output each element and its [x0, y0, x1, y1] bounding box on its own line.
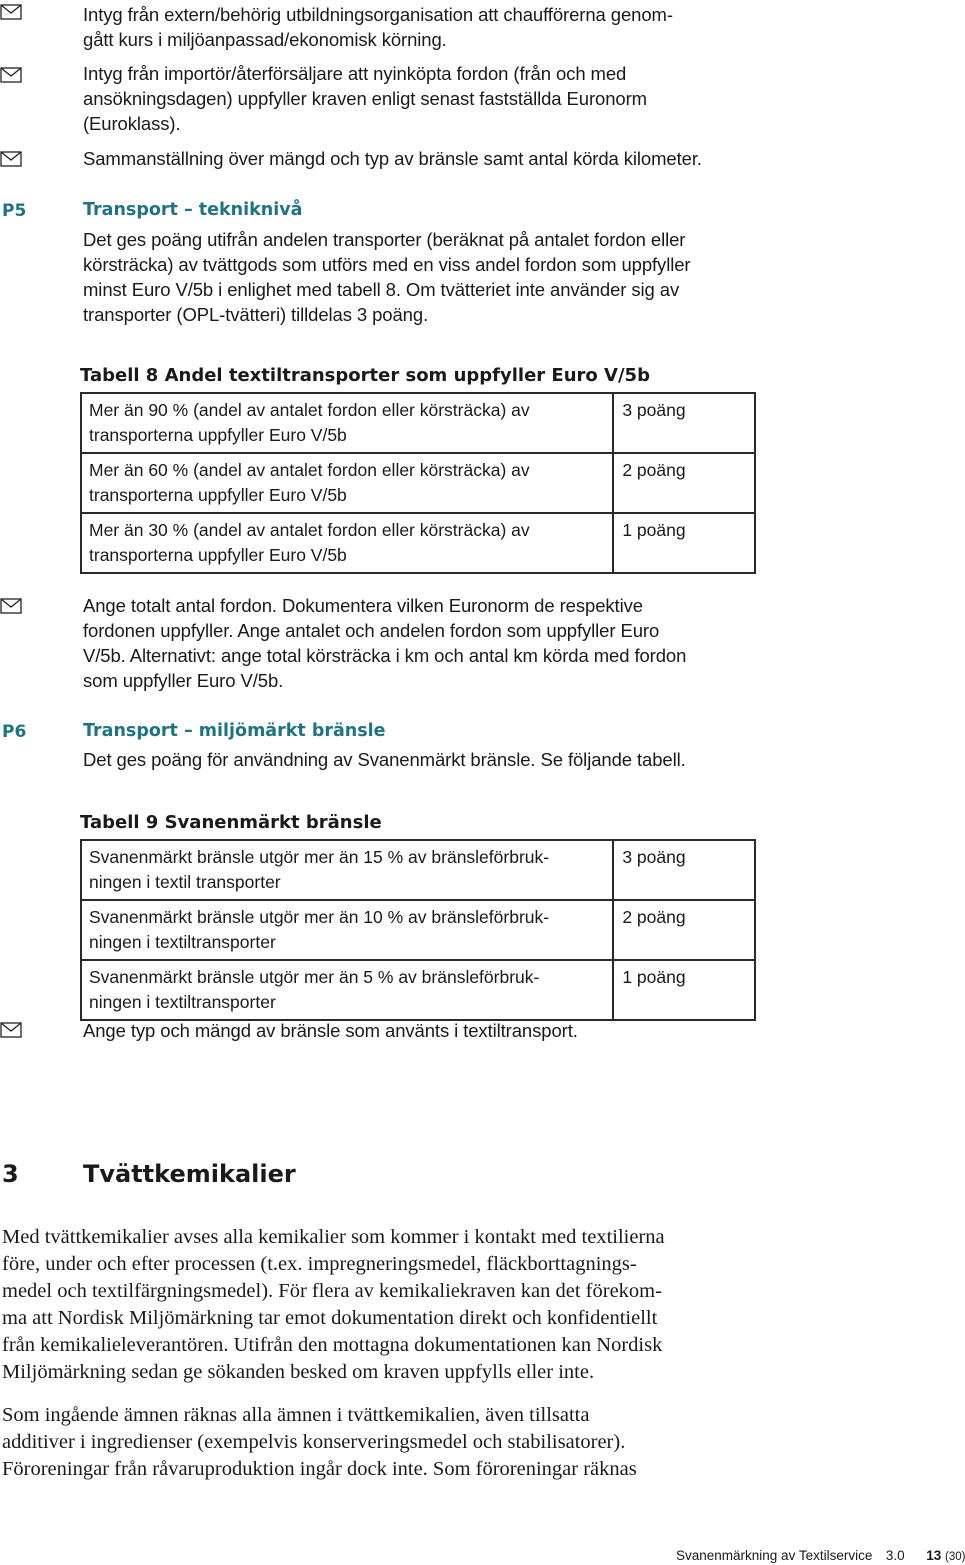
table-row [81, 453, 755, 513]
table-9-title: Tabell 9 Svanenmärkt bränsle [80, 812, 382, 833]
table-cell-criterion: Svanenmärkt bränsle utgör mer än 10 % av bränsleförbruk- ningen i textiltransporter [81, 900, 613, 960]
table-row [81, 393, 755, 453]
footer-doc-name: Svanenmärkning av Textilservice [676, 1548, 873, 1563]
requirement-text-p6: Det ges poäng för användning av Svanenmärkt bränsle. Se följande tabell. [83, 749, 686, 770]
requirement-heading-p5: Transport – tekniknivå [83, 200, 303, 220]
table-cell-points: 3 poäng [613, 840, 755, 900]
section-paragraph-2: Som ingående ämnen räknas alla ämnen i tvättkemikalien, även tillsatta additiver i ingredienser (exempelvis konserveringsmedel och stabilisatorer). Föroreningar från råvaruproduktion ingår dock inte. Som föroreningar räknas [2, 1404, 637, 1480]
requirement-heading-p6: Transport – miljömärkt bränsle [83, 721, 386, 741]
table-cell-criterion: Svanenmärkt bränsle utgör mer än 5 % av bränsleförbruk- ningen i textiltransporter [81, 960, 613, 1020]
envelope-icon [0, 4, 22, 20]
doc-requirement-1: Intyg från extern/behörig utbildningsorganisation att chaufförerna genom- gått kurs i miljöanpassad/ekonomisk körning. [83, 4, 673, 50]
table-row [81, 513, 755, 573]
section-paragraph-1: Med tvättkemikalier avses alla kemikalier som kommer i kontakt med textilierna före, under och efter processen (t.ex. impregneringsmedel, fläckborttagnings- medel och textilfärgningsmedel). För flera av kemikaliekraven kan det förekom- ma att Nordisk Miljömärkning tar emot dokumentation direkt och konfidentiellt från kemikalieleverantören. Utifrån den mottagna dokumentationen kan Nordisk Miljömärkning sedan ge sökanden besked om kraven uppfylls eller inte. [2, 1226, 665, 1383]
section-title: Tvättkemikalier [83, 1160, 296, 1188]
requirement-marker-p6: P6 [2, 722, 27, 742]
doc-requirement-p6: Ange typ och mängd av bränsle som använts i textiltransport. [83, 1020, 578, 1041]
table-cell-points: 2 poäng [613, 453, 755, 513]
table-cell-points: 1 poäng [613, 513, 755, 573]
footer-version: 3.0 [885, 1548, 905, 1563]
table-8 [80, 392, 756, 574]
footer-page-total: (30) [944, 1551, 965, 1563]
page-footer [676, 1548, 965, 1563]
table-cell-points: 3 poäng [613, 393, 755, 453]
envelope-icon [0, 1022, 22, 1038]
table-cell-criterion: Mer än 90 % (andel av antalet fordon eller körsträcka) av transporterna uppfyller Euro V/5b [81, 393, 613, 453]
envelope-icon [0, 67, 22, 83]
doc-requirement-p5: Ange totalt antal fordon. Dokumentera vilken Euronorm de respektive fordonen uppfyller. Ange antalet och andelen fordon som uppfyller Euro V/5b. Alternativt: ange total körsträcka i km och antal km körda med fordon som uppfyller Euro V/5b. [83, 595, 687, 691]
requirement-marker-p5: P5 [2, 201, 27, 221]
doc-requirement-3: Sammanställning över mängd och typ av bränsle samt antal körda kilometer. [83, 148, 702, 169]
envelope-icon [0, 151, 22, 167]
doc-requirement-2: Intyg från importör/återförsäljare att nyinköpta fordon (från och med ansökningsdagen) uppfyller kraven enligt senast fastställda Euronorm (Euroklass). [83, 63, 647, 134]
table-row [81, 840, 755, 900]
table-row [81, 960, 755, 1020]
table-cell-criterion: Mer än 60 % (andel av antalet fordon eller körsträcka) av transporterna uppfyller Euro V/5b [81, 453, 613, 513]
table-row [81, 900, 755, 960]
table-cell-points: 1 poäng [613, 960, 755, 1020]
table-8-title: Tabell 8 Andel textiltransporter som uppfyller Euro V/5b [80, 365, 650, 386]
footer-page-number: 13 [926, 1548, 942, 1563]
envelope-icon [0, 598, 22, 614]
requirement-text-p5: Det ges poäng utifrån andelen transporter (beräknat på antalet fordon eller körsträcka) av tvättgods som utförs med en viss andel fordon som uppfyller minst Euro V/5b i enlighet med tabell 8. Om tvätteriet inte använder sig av transporter (OPL-tvätteri) tilldelas 3 poäng. [83, 229, 691, 325]
table-cell-criterion: Svanenmärkt bränsle utgör mer än 15 % av bränsleförbruk- ningen i textil transporter [81, 840, 613, 900]
table-cell-points: 2 poäng [613, 900, 755, 960]
section-number: 3 [2, 1160, 19, 1188]
table-9 [80, 839, 756, 1021]
table-cell-criterion: Mer än 30 % (andel av antalet fordon eller körsträcka) av transporterna uppfyller Euro V/5b [81, 513, 613, 573]
